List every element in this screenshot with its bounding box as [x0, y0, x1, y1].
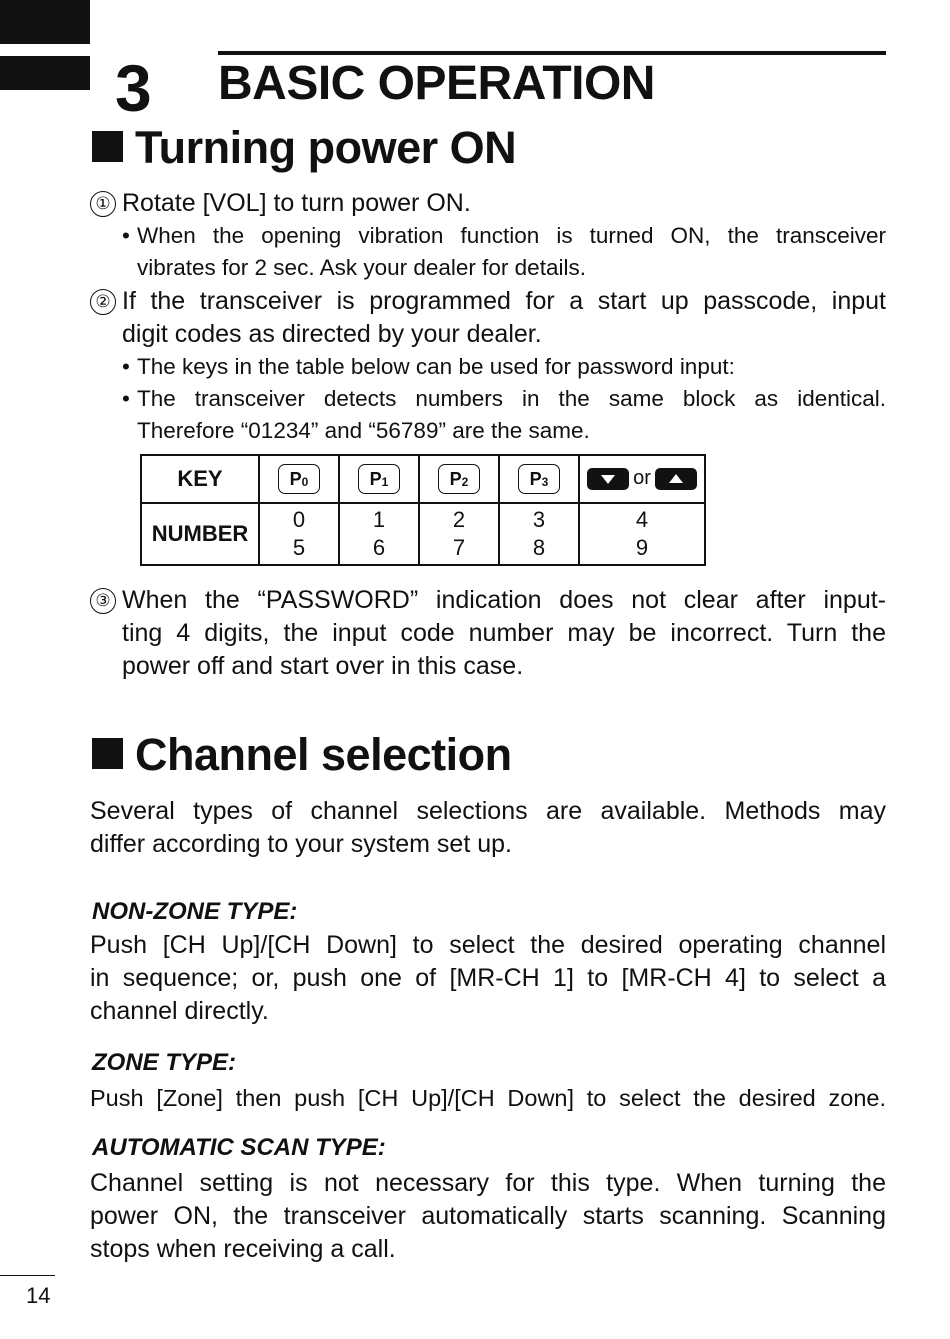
step-2-bullet-2: [122, 383, 886, 447]
step-1-bullet: [122, 220, 886, 284]
step-marker: ①: [90, 191, 116, 217]
nonzone-heading: NON-ZONE TYPE:: [92, 898, 298, 925]
p2-key-icon: $P_2$: [438, 464, 480, 494]
zone-heading: ZONE TYPE:: [92, 1049, 237, 1076]
step-3-line: power off and start over in this case.: [122, 652, 524, 680]
bullet-line: Therefore “01234” and “56789” are the same.: [137, 418, 590, 443]
bullet-line: vibrates for 2 sec. Ask your dealer for details.: [137, 255, 586, 280]
bullet-line: When the opening vibration function is turned ON, the transceiver: [137, 223, 886, 248]
number-cell: 3 8: [499, 503, 579, 565]
p0-key-icon: $P_0$: [278, 464, 320, 494]
step-2-line: If the transceiver is programmed for a start up passcode, input: [122, 287, 886, 315]
step-1-text: Rotate [VOL] to turn power ON.: [122, 189, 471, 217]
p1-key-icon: $P_1$: [358, 464, 400, 494]
chapter-title: BASIC OPERATION: [218, 57, 655, 110]
chapter-tab-top: [0, 0, 90, 44]
step-2-line: digit codes as directed by your dealer.: [122, 320, 542, 348]
black-square-icon: [92, 131, 123, 162]
paragraph-line: Channel setting is not necessary for this type. When turning the: [90, 1169, 886, 1197]
step-marker: ③: [90, 588, 116, 614]
nonzone-text: [90, 929, 886, 1028]
number-row: [141, 503, 705, 565]
bullet-line: The keys in the table below can be used for password input:: [137, 354, 735, 379]
step-2: [90, 285, 886, 351]
bullet-dot: •: [122, 354, 130, 379]
page-number-rule: [0, 1275, 55, 1276]
paragraph-line: differ according to your system set up.: [90, 830, 512, 858]
step-3-line: ting 4 digits, the input code number may be incorrect. Turn the: [122, 619, 886, 647]
paragraph-line: Push [Zone] then push [CH Up]/[CH Down] to select the desired zone.: [90, 1085, 886, 1111]
paragraph-line: power ON, the transceiver automatically starts scanning. Scanning: [90, 1202, 886, 1230]
section-title-channel-selection: Channel selection: [92, 729, 512, 781]
autoscan-heading: AUTOMATIC SCAN TYPE:: [92, 1134, 386, 1161]
or-label: or: [633, 467, 651, 489]
section-title-turning-power-on: Turning power ON: [92, 122, 516, 174]
black-square-icon: [92, 738, 123, 769]
bullet-dot: •: [122, 386, 130, 411]
chapter-rule: [218, 51, 886, 55]
paragraph-line: Push [CH Up]/[CH Down] to select the desired operating channel: [90, 931, 886, 959]
number-cell: 4 9: [579, 503, 705, 565]
p3-key-icon: $P_3$: [518, 464, 560, 494]
number-header: NUMBER: [141, 503, 259, 565]
key-row: [141, 455, 705, 503]
step-marker: ②: [90, 289, 116, 315]
key-cell-p2: [419, 455, 499, 503]
key-cell-p0: [259, 455, 339, 503]
number-cell: 0 5: [259, 503, 339, 565]
number-cell: 1 6: [339, 503, 419, 565]
paragraph-line: stops when receiving a call.: [90, 1235, 396, 1263]
page-number: 14: [26, 1283, 51, 1308]
chapter-number: 3: [115, 51, 152, 125]
chapter-tab-bottom: [0, 56, 90, 90]
step-2-bullet-1: [122, 351, 886, 383]
password-key-table: [140, 454, 706, 566]
autoscan-text: [90, 1167, 886, 1266]
zone-text: [90, 1082, 886, 1115]
paragraph-line: in sequence; or, push one of [MR-CH 1] to [MR-CH 4] to select a: [90, 964, 886, 992]
number-cell: 2 7: [419, 503, 499, 565]
up-arrow-key-icon: [655, 468, 697, 490]
key-cell-arrows: [579, 455, 705, 503]
key-header: KEY: [141, 455, 259, 503]
paragraph-line: channel directly.: [90, 997, 269, 1025]
step-1: [90, 187, 886, 220]
paragraph-line: Several types of channel selections are available. Methods may: [90, 797, 886, 825]
bullet-dot: •: [122, 223, 130, 248]
key-cell-p1: [339, 455, 419, 503]
key-cell-p3: [499, 455, 579, 503]
bullet-line: The transceiver detects numbers in the same block as identical.: [137, 386, 886, 411]
channel-intro: [90, 795, 886, 861]
step-3: [90, 584, 886, 683]
down-arrow-key-icon: [587, 468, 629, 490]
step-3-line: When the “PASSWORD” indication does not clear after input-: [122, 586, 886, 614]
